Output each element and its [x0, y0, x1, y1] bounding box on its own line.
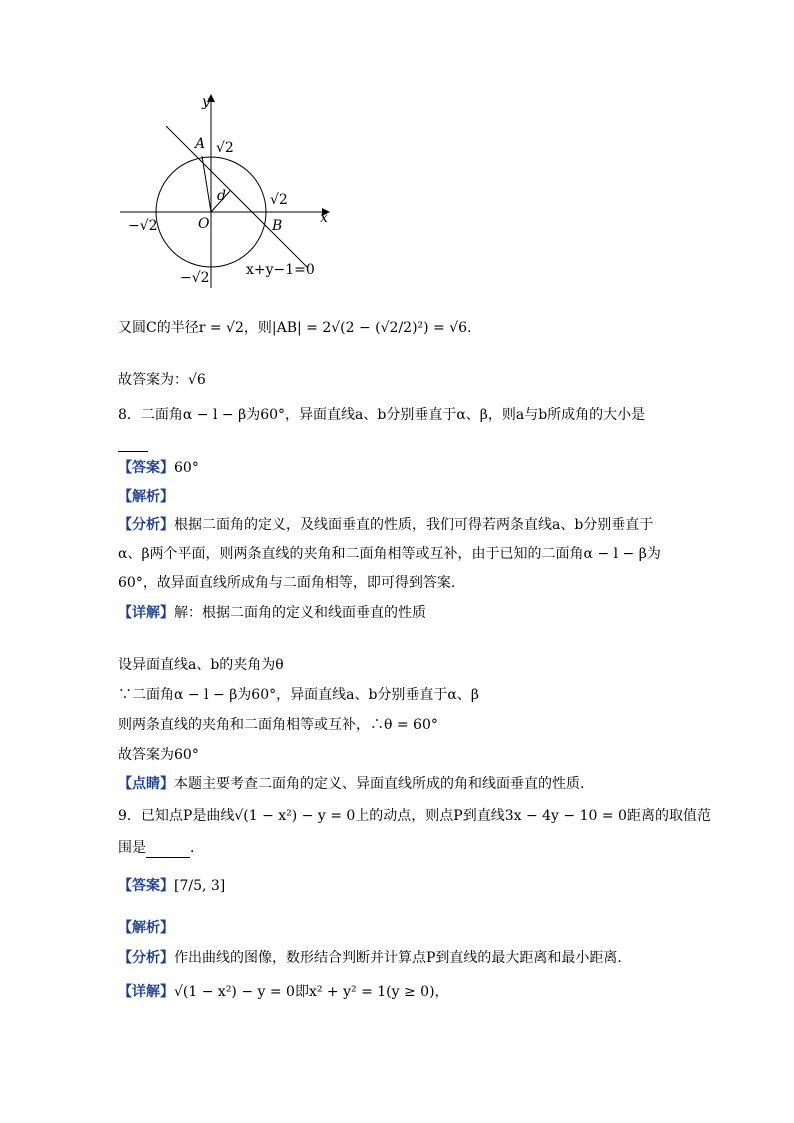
- geometry-figure: [118, 90, 348, 290]
- label-y: y: [202, 94, 210, 110]
- segment-oa: [202, 156, 211, 212]
- label-left: −√2: [128, 218, 158, 234]
- question-9-line-1: 9．已知点P是曲线√(1 − x²) − y = 0上的动点，则点P到直线3x − 4y − 10 = 0距离的取值范: [118, 808, 711, 824]
- fenxi-tag: 【分析】: [118, 950, 174, 966]
- answer-line-7: 故答案为：√6: [118, 372, 206, 388]
- q9-analysis-tag: 【解析】: [118, 920, 174, 936]
- label-o: O: [198, 216, 210, 232]
- label-x: x: [320, 210, 328, 226]
- label-bottom: −√2: [180, 270, 210, 286]
- question-8: 8．二面角α − l − β为60°，异面直线a、b分别垂直于α、β，则a与b所成角的大小是: [118, 407, 646, 423]
- q8-fenxi-2: α、β两个平面，则两条直线的夹角和二面角相等或互补，由于已知的二面角α − l − β为: [118, 546, 661, 562]
- label-top: √2: [216, 140, 234, 156]
- q9-fenxi: 【分析】作出曲线的图像，数形结合判断并计算点P到直线的最大距离和最小距离.: [118, 950, 622, 966]
- label-right: √2: [270, 192, 288, 208]
- answer-value: 60°: [174, 460, 199, 476]
- q8-step1: 设异面直线a、b的夹角为θ: [118, 657, 284, 673]
- q8-fenxi-1: 【分析】根据二面角的定义，及线面垂直的性质，我们可得若两条直线a、b分别垂直于: [118, 517, 654, 533]
- q8-fenxi-3: 60°，故异面直线所成角与二面角相等，即可得到答案.: [118, 575, 456, 591]
- fenxi-tag: 【分析】: [118, 517, 174, 533]
- dianjing-tag: 【点睛】: [118, 776, 174, 792]
- q8-step3: 则两条直线的夹角和二面角相等或互补，∴θ = 60°: [118, 717, 438, 733]
- question-9-line-2: 围是 ．: [118, 840, 204, 856]
- label-b: B: [272, 218, 283, 234]
- q9-answer-row: [118, 876, 225, 896]
- q8-dianjing: 【点睛】本题主要考查二面角的定义、异面直线所成的角和线面垂直的性质.: [118, 776, 585, 792]
- answer-tag: 【答案】: [118, 460, 174, 476]
- answer-tag: 【答案】: [118, 878, 174, 894]
- q8-analysis-tag: 【解析】: [118, 489, 174, 505]
- label-d: d: [217, 188, 226, 204]
- q9-xiangjie: 【详解】√(1 − x²) − y = 0即x² + y² = 1(y ≥ 0)，: [118, 984, 449, 1000]
- radius-line: 又圆C的半径r = √2，则|AB| = 2√(2 − (√2/2)²) = √6．: [118, 320, 482, 336]
- label-a: A: [195, 136, 206, 152]
- q8-answer-row: [118, 458, 199, 478]
- answer-value: [7/5, 3]: [174, 878, 226, 894]
- q8-xiangjie: 【详解】解：根据二面角的定义和线面垂直的性质: [118, 605, 426, 621]
- xiangjie-tag: 【详解】: [118, 984, 174, 1000]
- q8-step2: ∵二面角α − l − β为60°，异面直线a、b分别垂直于α、β: [118, 687, 479, 703]
- xiangjie-tag: 【详解】: [118, 605, 174, 621]
- q8-step4: 故答案为60°: [118, 747, 199, 763]
- q8-blank: [118, 432, 148, 452]
- line-label: x+y−1=0: [246, 262, 315, 278]
